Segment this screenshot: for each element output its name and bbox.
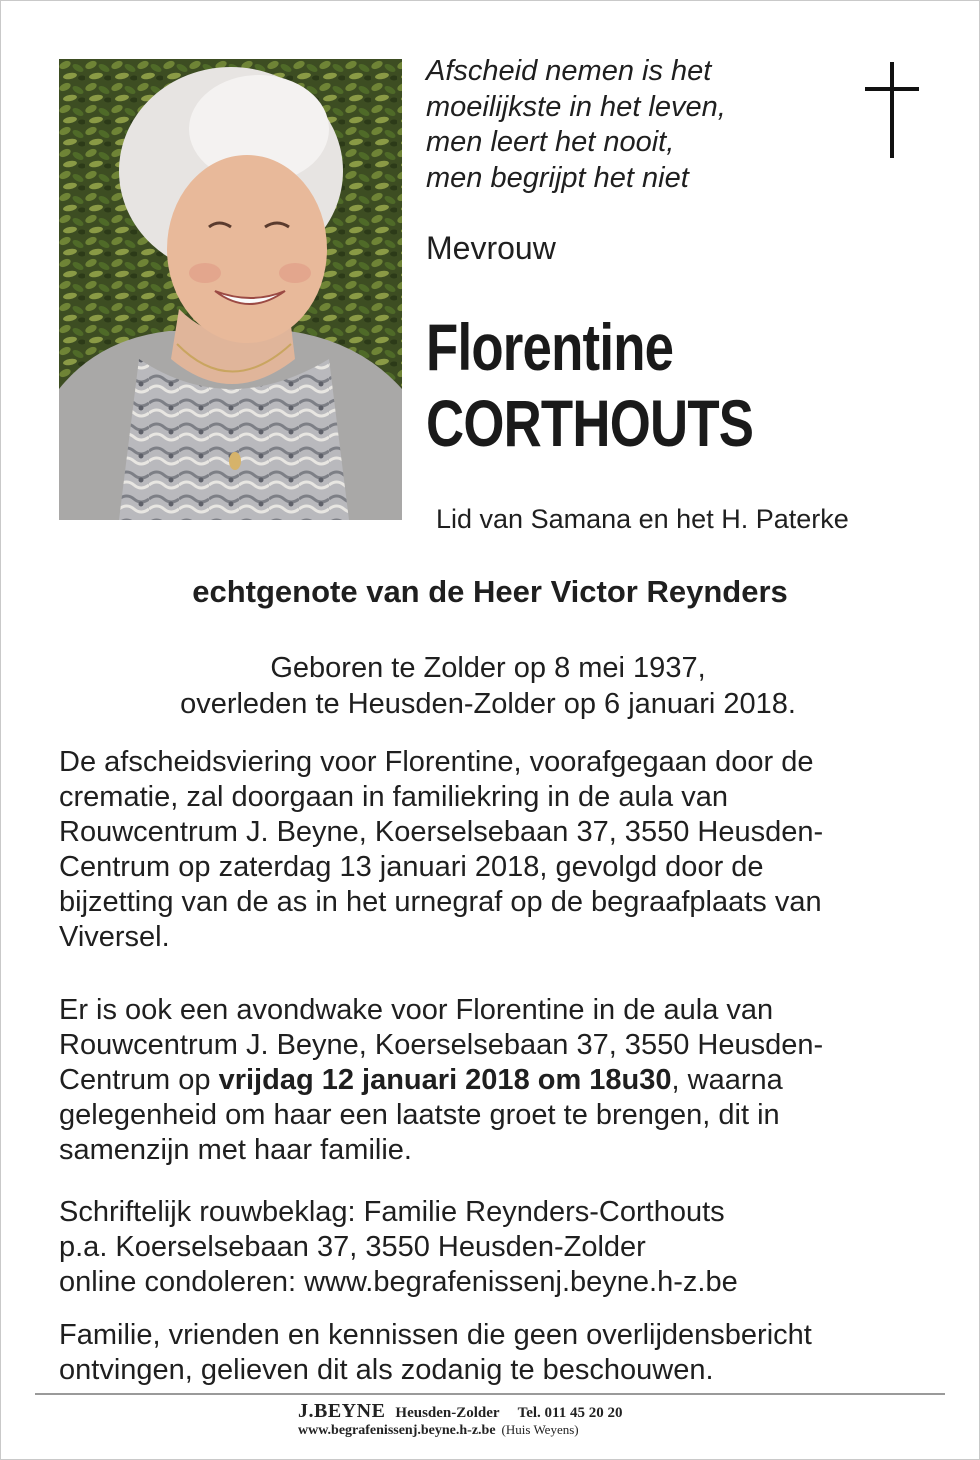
paragraph-line: Rouwcentrum J. Beyne, Koerselsebaan 37, 3550 Heusden- [59, 1029, 824, 1061]
poem [426, 54, 726, 196]
paragraph-line: p.a. Koerselsebaan 37, 3550 Heusden-Zolder [59, 1231, 646, 1263]
last-name: CORTHOUTS [426, 386, 754, 460]
paragraph-line: Centrum op zaterdag 13 januari 2018, gevolgd door de [59, 851, 764, 883]
paragraph-line: Familie, vrienden en kennissen die geen overlijdensbericht [59, 1319, 812, 1351]
first-name: Florentine [426, 310, 674, 384]
wake-paragraph [59, 993, 939, 1168]
wake-text: Centrum op [59, 1064, 219, 1096]
death-line: overleden te Heusden-Zolder op 6 januari 2018. [180, 688, 796, 720]
dates-block [0, 650, 976, 722]
online-condolence-line: online condoleren: www.begrafenissenj.beyne.h-z.be [59, 1266, 738, 1298]
funeral-home-place: Heusden-Zolder [395, 1405, 500, 1421]
paragraph-line: ontvingen, gelieven dit als zodanig te beschouwen. [59, 1354, 714, 1386]
paragraph-line: Rouwcentrum J. Beyne, Koerselsebaan 37, 3550 Heusden- [59, 816, 824, 848]
honorific: Mevrouw [426, 230, 556, 266]
spouse-line: echtgenote van de Heer Victor Reynders [192, 574, 788, 609]
birth-line: Geboren te Zolder op 8 mei 1937, [270, 652, 706, 684]
footer-divider [35, 1393, 945, 1395]
paragraph-line: gelegenheid om haar een laatste groet te brengen, dit in [59, 1099, 780, 1131]
paragraph-line: bijzetting van de as in het urnegraf op de begraafplaats van [59, 886, 822, 918]
paragraph-line: Schriftelijk rouwbeklag: Familie Reynders-Corthouts [59, 1196, 725, 1228]
poem-line: men leert het nooit, [426, 126, 675, 158]
funeral-home-website: www.begrafenissenj.beyne.h-z.be [298, 1423, 496, 1438]
funeral-home-phone: Tel. 011 45 20 20 [517, 1405, 623, 1421]
funeral-home-brand: J.BEYNE [298, 1400, 386, 1422]
paragraph-line: Viversel. [59, 921, 170, 953]
paragraph-line: Er is ook een avondwake voor Florentine in de aula van [59, 994, 774, 1026]
ceremony-paragraph [59, 745, 939, 955]
wake-datetime: vrijdag 12 januari 2018 om 18u30 [218, 1064, 672, 1096]
portrait-photo [59, 59, 402, 520]
condolences-paragraph [59, 1195, 939, 1300]
poem-line: men begrijpt het niet [426, 161, 689, 194]
cross-icon [862, 62, 922, 160]
membership-line: Lid van Samana en het H. Paterke [436, 504, 849, 534]
footer [298, 1400, 622, 1439]
paragraph-line: samenzijn met haar familie. [59, 1134, 412, 1166]
paragraph-line [59, 1063, 939, 1098]
paragraph-line: crematie, zal doorgaan in familiekring in de aula van [59, 781, 728, 813]
wake-text: , waarna [671, 1064, 783, 1096]
funeral-home-note: (Huis Weyens) [501, 1422, 579, 1437]
poem-line: moeilijkste in het leven, [426, 90, 726, 123]
notice-paragraph [59, 1318, 939, 1388]
paragraph-line: De afscheidsviering voor Florentine, voorafgegaan door de [59, 746, 814, 778]
poem-line: Afscheid nemen is het [426, 55, 712, 87]
